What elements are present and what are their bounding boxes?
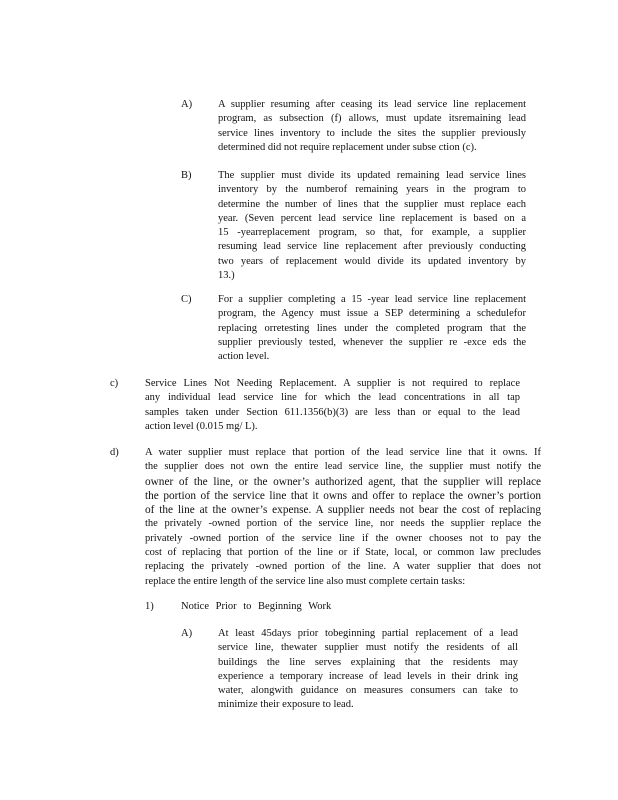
text-line: replace the entire length of the service line also must complete certain tasks: [145,575,466,587]
text-line: service lines inventory to include the sites the supplier previously [218,127,526,139]
subsection-label-d: d) [110,447,119,458]
paragraph-a-notice [218,627,518,713]
item-label-c: C) [181,294,192,305]
text-line: supplier previously tested, whenever the supplier re -exce eds the [218,336,526,348]
text-line: privately -owned portion of the service line if the owner chooses not to pay the [145,532,541,544]
text-line: Service Lines Not Needing Replacement. A supplier is not required to replace [145,378,520,389]
text-line: At least 45days prior tobeginning partial replacement of a lead [218,628,518,639]
subsection-label-c: c) [110,378,119,389]
text-line: 13.) [218,270,235,282]
text-line: replacing orretesting lines under the completed program that the [218,322,526,334]
text-line: A water supplier must replace that portion of the lead service line that it owns. If [145,447,541,458]
text-line: of the line at the owner’s expense. A supplier needs not bear the cost of replacing [145,504,541,517]
item-label-a-resume: A) [181,99,193,110]
text-line: minimize their exposure to lead. [218,699,354,711]
paragraph-c [218,293,526,364]
text-line: experience a temporary increase of lead levels in their drink ing [218,670,518,682]
text-line: determine the number of lines that the supplier must replace each [218,198,526,210]
text-line: samples taken under Section 611.1356(b)(3) are less than or equal to the lead [145,406,520,418]
item-label-b: B) [181,170,192,181]
text-line: two years of replacement would divide its updated inventory by [218,255,526,267]
text-line: resuming lead service line replacement after previously conducting [218,241,526,253]
paragraph-a-resume [218,98,526,155]
text-line: program, as subsection (f) allows, must update itsremaining lead [218,113,526,125]
text-line: buildings the line serves explaining that the residents may [218,656,518,668]
text-line: cost of replacing that portion of the line or if State, local, or common law precludes [145,547,541,559]
text-line: water, alongwith guidance on measures consumers can take to [218,685,518,697]
paragraph-label-1: 1) [145,601,154,612]
text-line: the privately -owned portion of the service line, nor needs the supplier replace the [145,518,541,530]
text-line: For a supplier completing a 15 -year lead service line replacement [218,294,526,305]
text-line: inventory by the numberof remaining years in the program to [218,184,526,196]
text-line: A supplier resuming after ceasing its lead service line replacement [218,99,526,110]
text-line: action level (0.015 mg/ L). [145,420,258,432]
paragraph-1-heading: Notice Prior to Beginning Work [181,601,332,612]
text-line: year. (Seven percent lead service line replacement is based on a [218,212,526,224]
paragraph-b [218,169,526,283]
text-line: owner of the line, or the owner’s authorized agent, that the supplier will replace [145,475,541,488]
text-line: any individual lead service line for which the lead concentrations in all tap [145,392,520,404]
text-line: replacing the privately -owned portion of the line. A water supplier that does not [145,561,541,573]
text-line: program, the Agency must issue a SEP determining a schedulefor [218,308,526,320]
subsection-c-text [145,377,520,434]
text-line: determined did not require replacement under subse ction (c). [218,141,477,153]
text-line: 15 -yearreplacement program, so that, for example, a supplier [218,227,526,239]
text-line: action level. [218,351,270,363]
text-line: the portion of the service line that it owns and offer to replace the owner’s portion [145,489,541,502]
text-line: the supplier does not own the entire lead service line, the supplier must notify the [145,461,541,473]
subsection-d-text [145,446,541,589]
text-line: service line, thewater supplier must notify the residents of all [218,642,518,654]
item-label-a-notice: A) [181,628,193,639]
text-line: The supplier must divide its updated remaining lead service lines [218,170,526,181]
